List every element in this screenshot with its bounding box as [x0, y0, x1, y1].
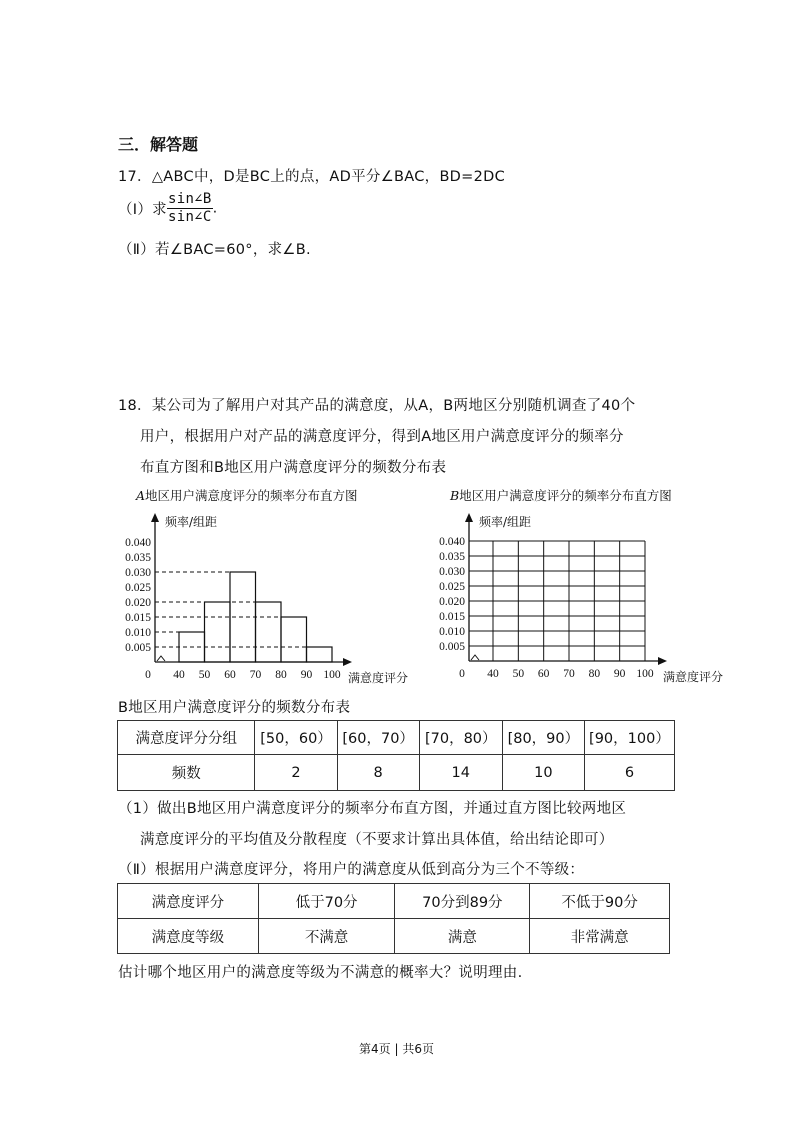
level-table-cell: 满意度评分	[118, 884, 259, 919]
y-tick-label: 0.010	[439, 626, 465, 638]
level-table-row	[118, 884, 670, 919]
table-count-cell: 14	[419, 755, 502, 791]
y-tick-label: 0.030	[439, 566, 465, 578]
q17-part1-suffix: .	[212, 200, 218, 217]
y-tick-label: 0.035	[439, 551, 465, 563]
fraction-numerator: sin∠B	[167, 191, 212, 207]
y-tick-label: 0.035	[125, 552, 151, 564]
q18-stem-line-1: 18．某公司为了解用户对其产品的满意度，从A，B两地区分别随机调查了40个	[118, 398, 636, 414]
x-tick-label: 100	[636, 668, 654, 680]
y-tick-label: 0.025	[439, 581, 465, 593]
table-group-cell: [60，70）	[337, 721, 419, 755]
x-tick-label: 0	[459, 668, 465, 680]
section-title: 三．解答题	[118, 135, 199, 154]
x-tick-label: 80	[588, 668, 601, 680]
page-footer: 第4页 | 共6页	[359, 1042, 434, 1056]
level-table-cell: 满意	[395, 919, 530, 954]
x-tick-label: 50	[512, 668, 525, 680]
x-tick-label: 80	[275, 669, 287, 681]
table-count-cell: 2	[255, 755, 337, 791]
level-table-cell: 满意度等级	[118, 919, 259, 954]
q17-stem: 17．△ABC中，D是BC上的点，AD平分∠BAC，BD=2DC	[118, 169, 506, 185]
x-tick-label: 90	[300, 669, 313, 681]
y-tick-label: 0.030	[125, 567, 151, 579]
satisfaction-level-table	[117, 883, 670, 954]
x-tick-label: 40	[487, 668, 499, 680]
x-tick-label: 50	[198, 669, 211, 681]
x-tick-label: 70	[249, 669, 262, 681]
q18-closing-question: 估计哪个地区用户的满意度等级为不满意的概率大？说明理由.	[118, 965, 523, 981]
table-count-cell: 10	[502, 755, 584, 791]
frequency-table-b	[117, 720, 675, 791]
level-table-cell: 非常满意	[530, 919, 670, 954]
q18-part2-line: （Ⅱ）根据用户满意度评分，将用户的满意度从低到高分为三个不等级：	[118, 862, 585, 878]
table-row-label: 频数	[118, 755, 255, 791]
y-tick-label: 0.015	[439, 611, 465, 623]
chart-b-title-letter: B	[450, 488, 460, 503]
x-tick-label: 0	[145, 669, 151, 681]
q18-stem-line-3: 布直方图和B地区用户满意度评分的频数分布表	[140, 460, 447, 476]
x-axis-label: 满意度评分	[663, 670, 724, 684]
axis-break-mark	[471, 655, 479, 660]
table-count-cell: 8	[337, 755, 419, 791]
table-b-caption: B地区用户满意度评分的频数分布表	[118, 700, 351, 716]
x-tick-label: 60	[537, 668, 550, 680]
q18-part1-line-2: 满意度评分的平均值及分散程度（不要求计算出具体值，给出结论即可）	[140, 832, 614, 848]
y-axis-label: 频率/组距	[479, 515, 532, 529]
chart-a-title-text: 地区用户满意度评分的频率分布直方图	[145, 488, 358, 503]
level-table-row	[118, 919, 670, 954]
table-group-cell: [50，60）	[255, 721, 337, 755]
y-tick-label: 0.025	[125, 582, 151, 594]
y-axis-arrow-icon	[465, 513, 473, 522]
level-table-cell: 70分到89分	[395, 884, 530, 919]
level-table-cell: 不低于90分	[530, 884, 670, 919]
q17-part2: （Ⅱ）若∠BAC=60°，求∠B.	[118, 242, 311, 258]
y-tick-label: 0.005	[125, 642, 151, 654]
table-group-cell: [90，100）	[584, 721, 674, 755]
q18-part1-line-1: （1）做出B地区用户满意度评分的频率分布直方图，并通过直方图比较两地区	[118, 801, 627, 817]
y-tick-label: 0.015	[125, 612, 151, 624]
y-tick-label: 0.040	[439, 536, 465, 548]
x-axis-arrow-icon	[658, 657, 667, 665]
y-axis-label: 频率/组距	[165, 515, 218, 529]
table-count-row	[118, 755, 675, 791]
x-tick-label: 70	[563, 668, 575, 680]
x-axis-label: 满意度评分	[348, 671, 409, 685]
table-group-cell: [70，80）	[419, 721, 502, 755]
table-count-cell: 6	[584, 755, 674, 791]
y-tick-label: 0.005	[439, 641, 465, 653]
table-header-row	[118, 721, 675, 755]
fraction-denominator: sin∠C	[167, 209, 212, 225]
chart-a-title-letter: A	[136, 488, 146, 503]
x-tick-label: 40	[173, 669, 185, 681]
y-tick-label: 0.020	[439, 596, 465, 608]
x-tick-label: 100	[323, 669, 341, 681]
y-tick-label: 0.040	[125, 537, 151, 549]
y-tick-label: 0.010	[125, 627, 151, 639]
table-group-cell: [80，90）	[502, 721, 584, 755]
q18-stem-line-2: 用户，根据用户对产品的满意度评分，得到A地区用户满意度评分的频率分	[140, 429, 624, 445]
q17-part1-prefix: （Ⅰ）求	[118, 202, 167, 218]
chart-b-title-text: 地区用户满意度评分的频率分布直方图	[459, 488, 672, 503]
x-tick-label: 90	[613, 668, 626, 680]
y-tick-label: 0.020	[125, 597, 151, 609]
table-header-label: 满意度评分分组	[118, 721, 255, 755]
x-tick-label: 60	[224, 669, 236, 681]
level-table-cell: 低于70分	[258, 884, 395, 919]
level-table-cell: 不满意	[258, 919, 395, 954]
